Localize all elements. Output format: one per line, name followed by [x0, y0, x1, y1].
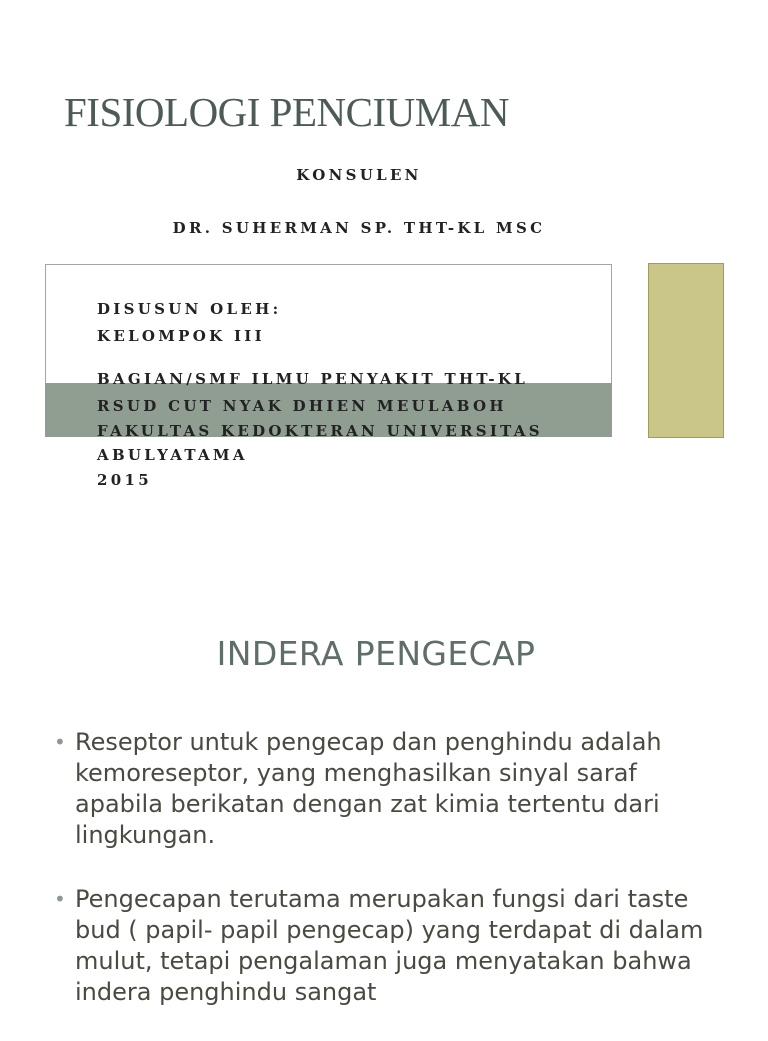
author-info — [97, 296, 543, 494]
year-label: 2015 — [97, 471, 152, 489]
fakultas-label: FAKULTAS KEDOKTERAN UNIVERSITAS — [97, 422, 543, 440]
bullet-text: Reseptor untuk pengecap dan penghindu adalah kemoreseptor, yang menghasilkan sinyal saraf apabila berikatan dengan zat kimia tertentu dari lingkungan. — [75, 728, 662, 849]
bullet-list — [0, 727, 768, 1041]
slide-title-fisiologi: FISIOLOGI PENCIUMAN — [64, 89, 509, 135]
slide-title-indera: INDERA PENGECAP — [216, 634, 536, 673]
bullet-dot-icon: • — [54, 730, 66, 754]
bullet-item — [0, 884, 715, 1008]
rsud-label: RSUD CUT NYAK DHIEN MEULABOH — [97, 396, 507, 415]
konsulen-label: KONSULEN — [296, 166, 422, 184]
kelompok-label: KELOMPOK III — [97, 326, 265, 345]
universitas-label: ABULYATAMA — [97, 446, 248, 464]
bullet-item — [0, 727, 715, 851]
bagian-label: BAGIAN/SMF ILMU PENYAKIT THT-KL — [97, 370, 529, 388]
decorative-side-rectangle — [648, 263, 724, 438]
bullet-dot-icon: • — [54, 887, 66, 911]
bullet-text: Pengecapan terutama merupakan fungsi dari taste bud ( papil- papil pengecap) yang terdapat di dalam mulut, tetapi pengalaman juga menyatakan bahwa indera penghindu sangat — [75, 885, 704, 1006]
disusun-oleh-label: DISUSUN OLEH: — [97, 300, 282, 318]
konsulen-name: DR. SUHERMAN SP. THT-KL MSC — [172, 219, 546, 237]
